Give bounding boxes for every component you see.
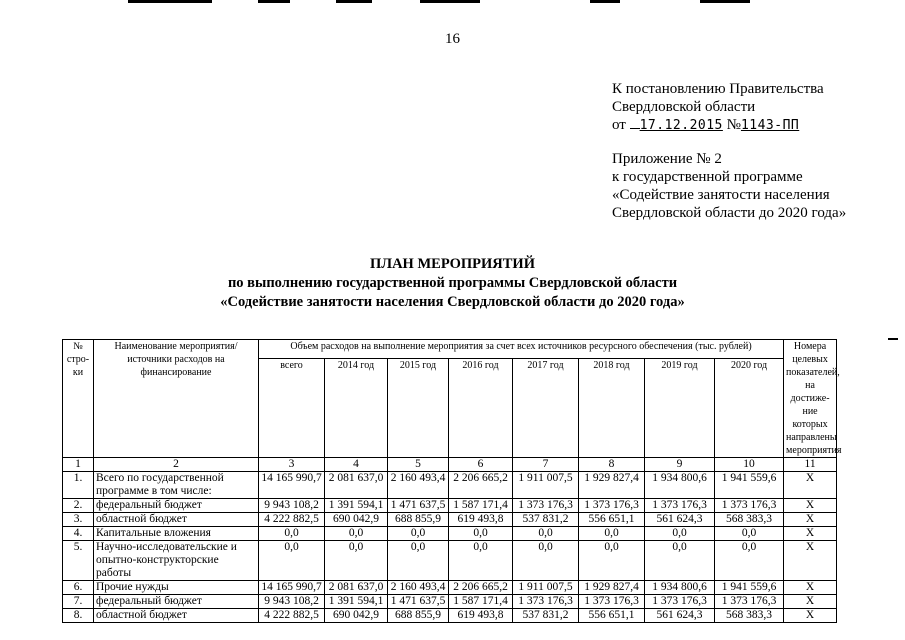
cell-total: 0,0: [259, 541, 325, 581]
cell-2020: 1 941 559,6: [715, 581, 784, 595]
cell-2019: 0,0: [645, 527, 715, 541]
appendix-reference: [612, 150, 846, 222]
cell-2020: 568 383,3: [715, 609, 784, 623]
cell-2020: 1 373 176,3: [715, 595, 784, 609]
cell-2014: 1 391 594,1: [325, 595, 388, 609]
cell-2017: 537 831,2: [513, 609, 579, 623]
column-number: 9: [645, 458, 715, 472]
cell-2015: 688 855,9: [388, 609, 449, 623]
cell-2018: 0,0: [579, 541, 645, 581]
header-2018: 2018 год: [579, 359, 645, 458]
cell-2014: 2 081 637,0: [325, 472, 388, 499]
cell-2018: 1 929 827,4: [579, 581, 645, 595]
cell-2019: 561 624,3: [645, 609, 715, 623]
row-name: областной бюджет: [94, 609, 259, 623]
cell-2019: 0,0: [645, 541, 715, 581]
column-number: 11: [784, 458, 837, 472]
cell-2016: 0,0: [449, 527, 513, 541]
cell-2015: 0,0: [388, 527, 449, 541]
cell-2014: 690 042,9: [325, 513, 388, 527]
header-2016: 2016 год: [449, 359, 513, 458]
row-number: 5.: [63, 541, 94, 581]
cell-indicators: Х: [784, 527, 837, 541]
cell-2015: 1 471 637,5: [388, 595, 449, 609]
cell-2017: 537 831,2: [513, 513, 579, 527]
cell-2014: 1 391 594,1: [325, 499, 388, 513]
column-number: 10: [715, 458, 784, 472]
cell-2016: 619 493,8: [449, 609, 513, 623]
cell-2017: 1 911 007,5: [513, 472, 579, 499]
cell-2018: 1 373 176,3: [579, 595, 645, 609]
decree-line-1: К постановлению Правительства: [612, 81, 824, 97]
cell-2019: 1 373 176,3: [645, 499, 715, 513]
page-number: 16: [445, 31, 460, 47]
row-number: 4.: [63, 527, 94, 541]
row-name: федеральный бюджет: [94, 499, 259, 513]
decree-date-line: [612, 116, 824, 135]
cell-2017: 0,0: [513, 527, 579, 541]
cell-total: 9 943 108,2: [259, 499, 325, 513]
scan-mark: [888, 338, 898, 340]
header-2015: 2015 год: [388, 359, 449, 458]
cell-2015: 688 855,9: [388, 513, 449, 527]
cell-2017: 0,0: [513, 541, 579, 581]
decree-line-2: Свердловской области: [612, 99, 756, 115]
cell-total: 14 165 990,7: [259, 472, 325, 499]
table-row: [63, 527, 837, 541]
row-number: 7.: [63, 595, 94, 609]
cell-2014: 0,0: [325, 541, 388, 581]
column-number: 6: [449, 458, 513, 472]
cell-2015: 2 160 493,4: [388, 581, 449, 595]
cell-2020: 1 941 559,6: [715, 472, 784, 499]
row-number: 6.: [63, 581, 94, 595]
decree-reference: [612, 80, 824, 135]
cell-indicators: Х: [784, 513, 837, 527]
cell-2014: 0,0: [325, 527, 388, 541]
appendix-line-1: Приложение № 2: [612, 151, 722, 167]
appendix-line-4: Свердловской области до 2020 года»: [612, 205, 847, 221]
header-2017: 2017 год: [513, 359, 579, 458]
cell-2020: 0,0: [715, 527, 784, 541]
cell-2019: 561 624,3: [645, 513, 715, 527]
row-number: 3.: [63, 513, 94, 527]
cell-total: 0,0: [259, 527, 325, 541]
cell-2020: 1 373 176,3: [715, 499, 784, 513]
row-name: Научно-исследовательские и опытно-конструкторские работы: [94, 541, 259, 581]
cell-2018: 1 373 176,3: [579, 499, 645, 513]
cell-2016: 2 206 665,2: [449, 581, 513, 595]
table-row: [63, 541, 837, 581]
column-number: 8: [579, 458, 645, 472]
cell-total: 9 943 108,2: [259, 595, 325, 609]
cell-2016: 619 493,8: [449, 513, 513, 527]
column-number: 4: [325, 458, 388, 472]
cell-total: 4 222 882,5: [259, 513, 325, 527]
row-name: федеральный бюджет: [94, 595, 259, 609]
cell-2018: 556 651,1: [579, 513, 645, 527]
decree-date-prefix: от: [612, 117, 626, 133]
cell-2014: 2 081 637,0: [325, 581, 388, 595]
decree-number-prefix: №: [726, 117, 741, 133]
column-number: 3: [259, 458, 325, 472]
table-row: [63, 499, 837, 513]
row-name: Капитальные вложения: [94, 527, 259, 541]
table-row: [63, 513, 837, 527]
header-row-no: № стро-ки: [63, 340, 94, 458]
table-row: [63, 472, 837, 499]
cell-indicators: Х: [784, 581, 837, 595]
cell-indicators: Х: [784, 609, 837, 623]
cell-2017: 1 911 007,5: [513, 581, 579, 595]
decree-date: 17.12.2015: [639, 118, 723, 133]
cell-2019: 1 373 176,3: [645, 595, 715, 609]
appendix-line-3: «Содействие занятости населения: [612, 187, 830, 203]
header-2020: 2020 год: [715, 359, 784, 458]
cell-2018: 556 651,1: [579, 609, 645, 623]
column-number: 7: [513, 458, 579, 472]
decree-number: 1143-ПП: [740, 118, 800, 133]
cell-2019: 1 934 800,6: [645, 581, 715, 595]
row-name: Прочие нужды: [94, 581, 259, 595]
header-2014: 2014 год: [325, 359, 388, 458]
header-2019: 2019 год: [645, 359, 715, 458]
cell-2017: 1 373 176,3: [513, 499, 579, 513]
header-total: всего: [259, 359, 325, 458]
cell-indicators: Х: [784, 499, 837, 513]
cell-2019: 1 934 800,6: [645, 472, 715, 499]
cell-total: 4 222 882,5: [259, 609, 325, 623]
cell-2015: 0,0: [388, 541, 449, 581]
header-name: Наименование мероприятия/ источники расходов на финансирование: [94, 340, 259, 458]
cell-2017: 1 373 176,3: [513, 595, 579, 609]
cell-2016: 2 206 665,2: [449, 472, 513, 499]
cell-2015: 2 160 493,4: [388, 472, 449, 499]
column-number: 5: [388, 458, 449, 472]
title-line-1: ПЛАН МЕРОПРИЯТИЙ: [370, 256, 535, 272]
cell-indicators: Х: [784, 595, 837, 609]
cell-2018: 0,0: [579, 527, 645, 541]
cell-2016: 1 587 171,4: [449, 595, 513, 609]
header-indicators: Номера целевых показателей, на достиже-ние которых направлены мероприятия: [784, 340, 837, 458]
cell-2018: 1 929 827,4: [579, 472, 645, 499]
appendix-line-2: к государственной программе: [612, 169, 803, 185]
cell-indicators: Х: [784, 472, 837, 499]
title-line-3: «Содействие занятости населения Свердловской области до 2020 года»: [220, 294, 685, 310]
column-number: 1: [63, 458, 94, 472]
cell-2020: 568 383,3: [715, 513, 784, 527]
title-line-2: по выполнению государственной программы Свердловской области: [227, 275, 678, 291]
cell-2020: 0,0: [715, 541, 784, 581]
row-number: 1.: [63, 472, 94, 499]
row-number: 2.: [63, 499, 94, 513]
top-scan-marks: [0, 0, 905, 8]
row-number: 8.: [63, 609, 94, 623]
cell-2016: 0,0: [449, 541, 513, 581]
cell-2016: 1 587 171,4: [449, 499, 513, 513]
cell-2014: 690 042,9: [325, 609, 388, 623]
row-name: Всего по государственной программе в том числе:: [94, 472, 259, 499]
header-volume: Объем расходов на выполнение мероприятия за счет всех источников ресурсного обеспечения (тыс. рублей): [259, 340, 784, 359]
table-row: [63, 581, 837, 595]
column-number: 2: [94, 458, 259, 472]
table-row: [63, 595, 837, 609]
document-title: [0, 255, 905, 312]
row-name: областной бюджет: [94, 513, 259, 527]
cell-2015: 1 471 637,5: [388, 499, 449, 513]
plan-table: [62, 339, 842, 623]
cell-total: 14 165 990,7: [259, 581, 325, 595]
table-row: [63, 609, 837, 623]
cell-indicators: Х: [784, 541, 837, 581]
